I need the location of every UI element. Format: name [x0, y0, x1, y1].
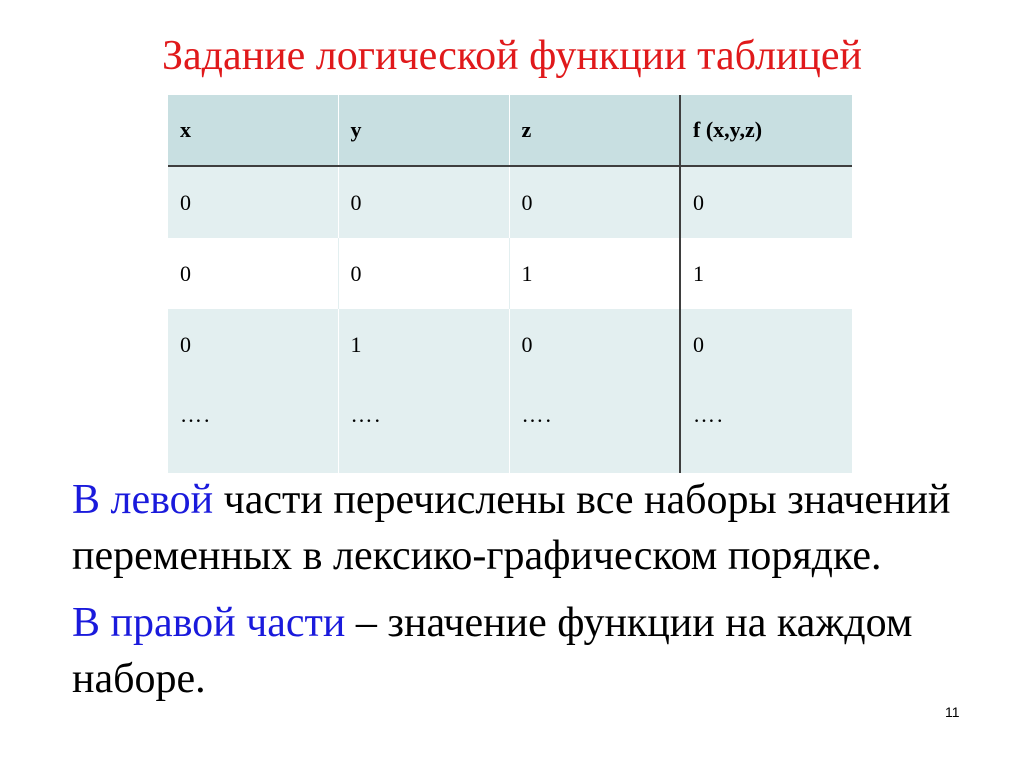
table-row — [168, 309, 852, 380]
table-cell: 1 — [509, 238, 680, 309]
description-right-part — [72, 595, 972, 707]
table-header-row — [168, 95, 852, 166]
table-cell: 0 — [509, 309, 680, 380]
table-cell: …. — [509, 380, 680, 473]
header-x: x — [168, 95, 338, 166]
description-text: – значение функции на каждом наборе. — [72, 600, 913, 702]
header-y: y — [338, 95, 509, 166]
table-cell: 0 — [180, 331, 191, 357]
table-cell: 0 — [338, 238, 509, 309]
table-cell: 0 — [338, 166, 509, 238]
table-cell: 1 — [680, 238, 852, 309]
table-row — [168, 380, 852, 473]
page-number: 11 — [945, 704, 960, 720]
table-cell: …. — [338, 380, 509, 473]
description-accent: В правой части — [72, 600, 346, 646]
table-cell: 1 — [338, 309, 509, 380]
table-cell: 0 — [180, 189, 191, 215]
description-text: части перечислены все наборы значений переменных в лексико-графическом порядке. — [72, 477, 951, 579]
header-z: z — [509, 95, 680, 166]
table-cell: 0 — [680, 309, 852, 380]
table-row — [168, 166, 852, 238]
table-cell: …. — [180, 402, 212, 427]
truth-table — [168, 95, 852, 473]
table-row — [168, 238, 852, 309]
description-left-part — [72, 472, 972, 584]
table-cell: …. — [680, 380, 852, 473]
header-f: f (x,y,z) — [680, 95, 852, 166]
slide-title: Задание логической функции таблицей — [162, 33, 862, 79]
table-cell: 0 — [180, 260, 191, 286]
description-accent: В левой — [72, 477, 214, 523]
table-cell: 0 — [680, 166, 852, 238]
table-cell: 0 — [509, 166, 680, 238]
